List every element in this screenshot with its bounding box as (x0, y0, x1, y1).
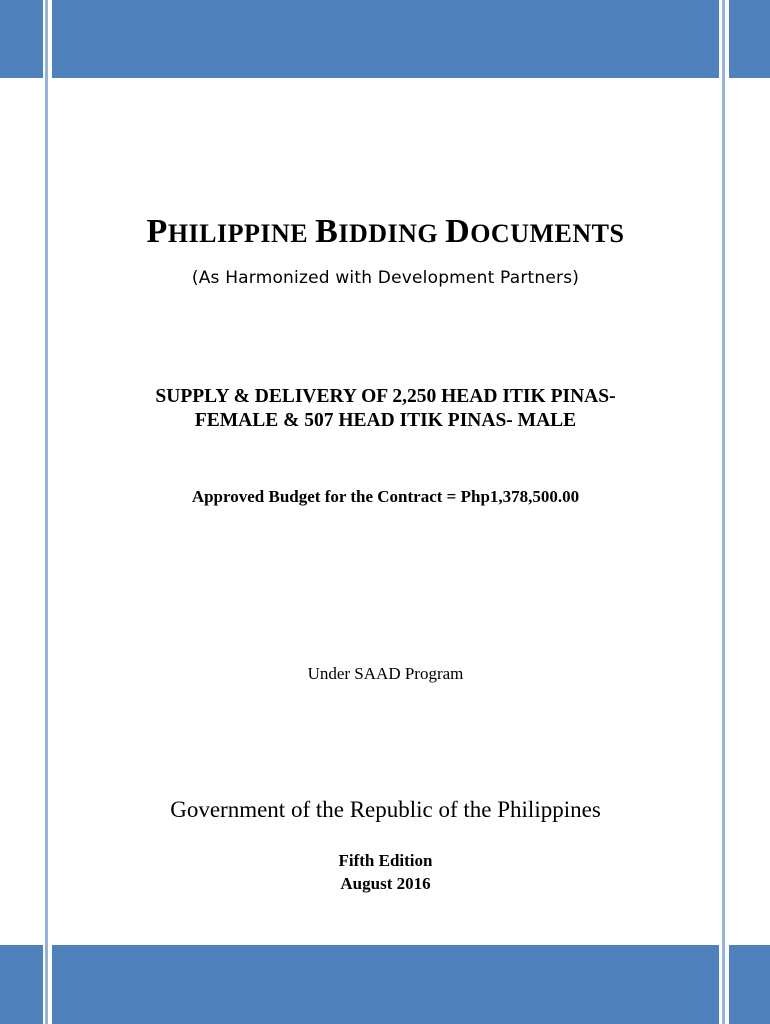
project-title-line-1: SUPPLY & DELIVERY OF 2,250 HEAD ITIK PINAS- (155, 386, 616, 407)
right-rule (722, 0, 725, 1024)
header-band (52, 0, 719, 78)
edition-label: Fifth Edition (338, 851, 433, 870)
footer-band-right (729, 945, 770, 1024)
project-title-line-2: FEMALE & 507 HEAD ITIK PINAS- MALE (194, 410, 577, 431)
edition-info (52, 849, 719, 895)
document-subtitle: (As Harmonized with Development Partners) (191, 268, 580, 288)
government-name: Government of the Republic of the Philippines (170, 797, 601, 822)
left-rule (45, 0, 48, 1024)
program-name: Under SAAD Program (307, 664, 464, 683)
document-title: PHILIPPINE BIDDING DOCUMENTS (146, 213, 625, 250)
header-band-left (0, 0, 43, 78)
footer-band (52, 945, 719, 1024)
edition-date: August 2016 (340, 874, 431, 893)
footer-band-left (0, 945, 43, 1024)
header-band-right (729, 0, 770, 78)
approved-budget: Approved Budget for the Contract = Php1,378,500.00 (191, 487, 580, 506)
project-title (52, 385, 719, 433)
